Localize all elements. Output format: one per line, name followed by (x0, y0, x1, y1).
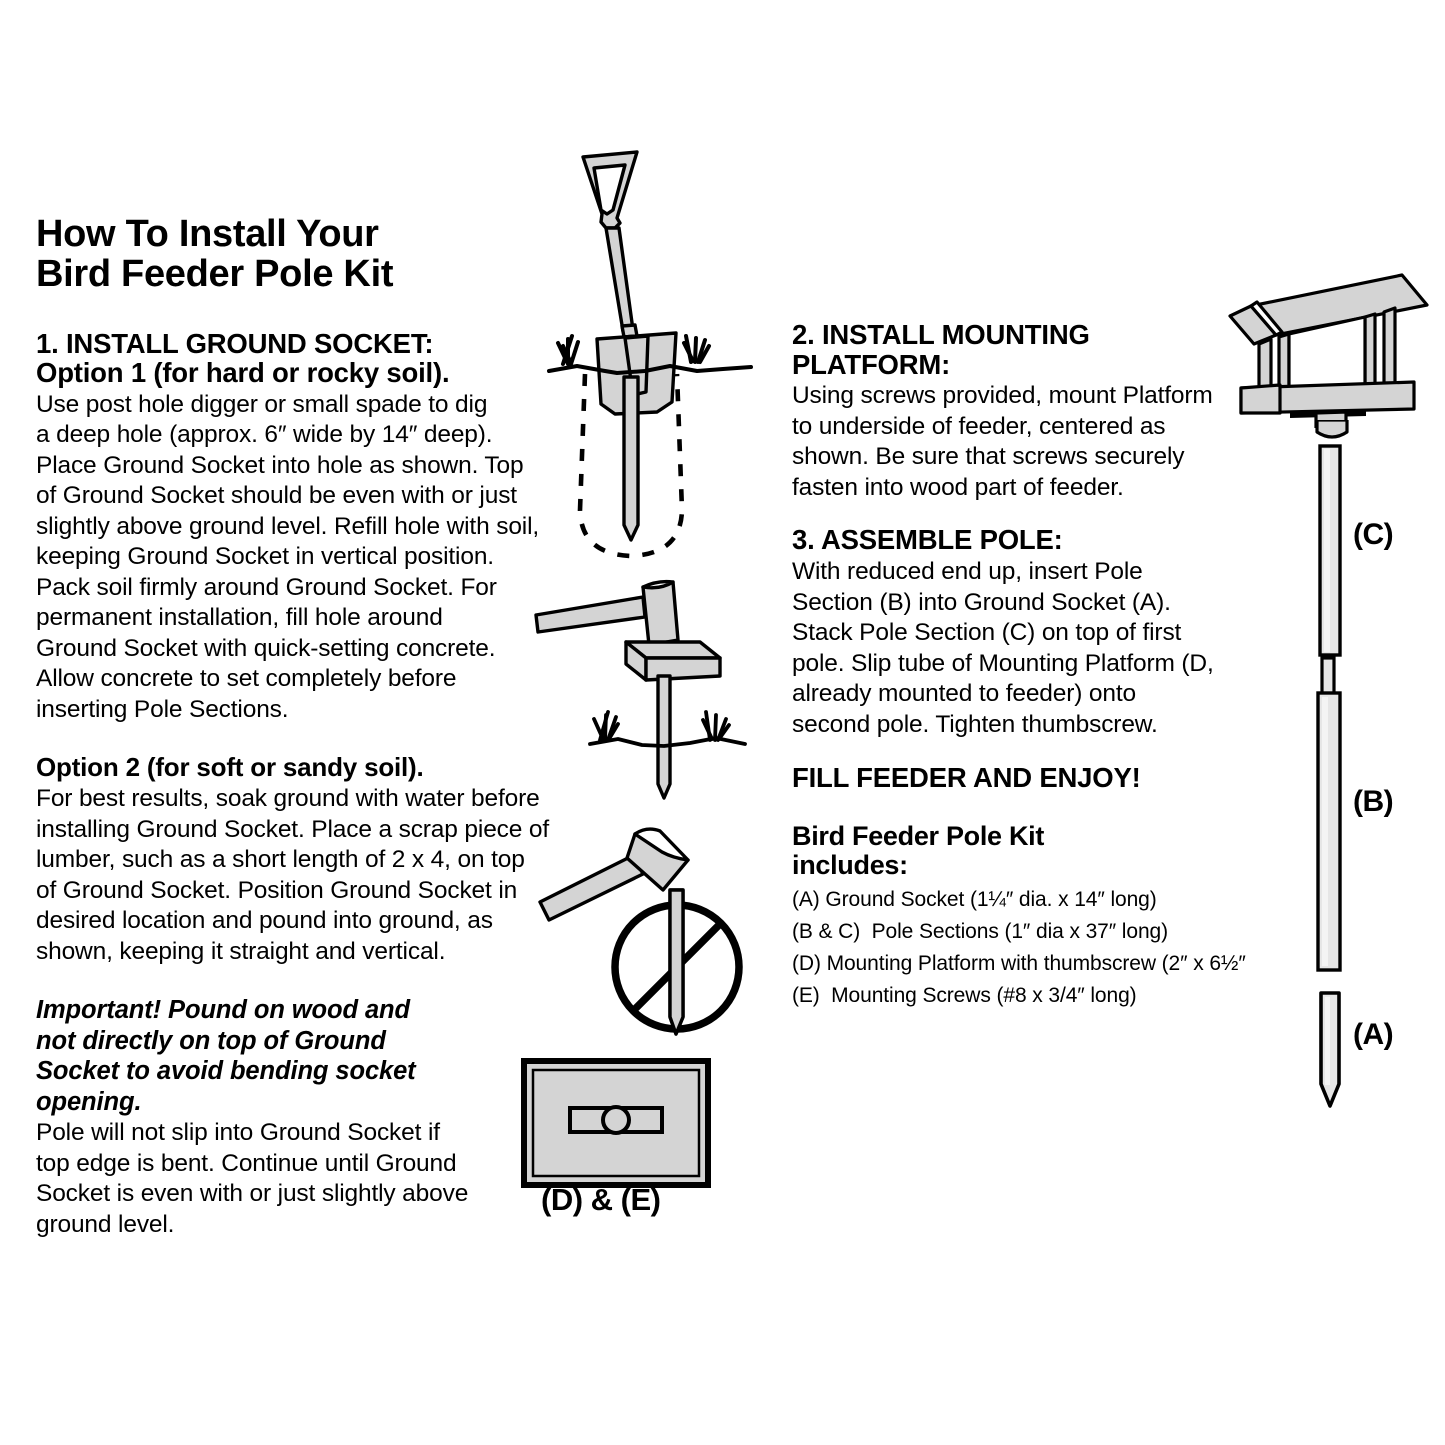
list-item: (D) Mounting Platform with thumbscrew (2″ x 6½″ (792, 952, 1246, 976)
important-line: opening. (36, 1087, 142, 1116)
pole-section-b-figure (1314, 655, 1344, 973)
body-line: Socket is even with or just slightly above (36, 1180, 469, 1208)
body-line: lumber, such as a short length of 2 x 4, on top (36, 846, 525, 873)
body-line: Allow concrete to set completely before (36, 665, 457, 693)
body-line: second pole. Tighten thumbscrew. (792, 710, 1158, 738)
body-line: of Ground Socket. Position Ground Socket in (36, 876, 518, 904)
list-item: (A) Ground Socket (1¼″ dia. x 14″ long) (792, 888, 1157, 912)
body-line: With reduced end up, insert Pole (792, 558, 1143, 586)
call-to-action: FILL FEEDER AND ENJOY! (792, 762, 1141, 794)
body-line: slightly above ground level. Refill hole with soil, (36, 512, 540, 540)
mounting-platform-label: (D) & (E) (541, 1182, 661, 1217)
body-line: ground level. (36, 1210, 175, 1238)
section-2-heading (792, 320, 1224, 379)
option-2-body (36, 784, 548, 967)
pole-section-c-figure (1317, 443, 1343, 658)
body-line: installing Ground Socket. Place a scrap piece of (36, 815, 550, 843)
option-2-heading: Option 2 (for soft or sandy soil). (36, 752, 424, 783)
body-line: permanent installation, fill hole around (36, 604, 443, 632)
body-line: Ground Socket with quick-setting concrete. (36, 634, 496, 662)
body-line: Place Ground Socket into hole as shown. Top (36, 451, 524, 479)
section-3-body (792, 557, 1224, 740)
body-line: top edge is bent. Continue until Ground (36, 1149, 457, 1177)
body-line: pole. Slip tube of Mounting Platform (D, (792, 649, 1214, 677)
kit-heading-line-2: includes: (792, 850, 908, 881)
important-line: Important! Pound on wood and (36, 996, 410, 1024)
left-text-column (36, 214, 548, 1240)
section-1-heading-line-1: 1. INSTALL GROUND SOCKET: (36, 327, 434, 359)
mounting-platform-figure (521, 1058, 711, 1188)
section-2-body (792, 381, 1224, 503)
important-notice-body (36, 1118, 548, 1240)
body-line: For best results, soak ground with water before (36, 785, 540, 812)
kit-contents-list (792, 884, 1246, 1012)
body-line: Pack soil firmly around Ground Socket. For (36, 573, 497, 601)
kit-heading-line-1: Bird Feeder Pole Kit (792, 821, 1045, 852)
important-line: Socket to avoid bending socket (36, 1057, 416, 1086)
important-notice-heading (36, 995, 548, 1117)
page-title (36, 214, 548, 295)
mallet-direct-prohibited-figure (530, 812, 760, 1047)
section-1-heading-line-2: Option 1 (for hard or rocky soil). (36, 357, 450, 389)
body-line: inserting Pole Sections. (36, 695, 289, 723)
body-line: Using screws provided, mount Platform (792, 382, 1213, 410)
body-line: to underside of feeder, centered as (792, 412, 1166, 440)
list-item: (E) Mounting Screws (#8 x 3/4″ long) (792, 984, 1137, 1008)
page-title-line-2: Bird Feeder Pole Kit (36, 253, 394, 296)
mounting-tube-collar (1314, 420, 1354, 442)
body-line: already mounted to feeder) onto (792, 680, 1137, 708)
spade-digging-figure (545, 140, 755, 570)
page-title-line-1: How To Install Your (36, 213, 379, 255)
body-line: Pole will not slip into Ground Socket if (36, 1119, 440, 1147)
kit-contents-heading (792, 822, 1224, 880)
right-text-column (792, 319, 1246, 1012)
section-1-body (36, 390, 548, 726)
pole-section-b-label: (B) (1353, 785, 1394, 818)
section-2-heading-line-2: PLATFORM: (792, 348, 951, 380)
section-2-heading-line-1: 2. INSTALL MOUNTING (792, 319, 1090, 350)
body-line: desired location and pound into ground, as (36, 907, 493, 934)
bird-feeder-figure (1218, 258, 1433, 428)
section-1-heading (36, 329, 548, 388)
list-item: (B & C) Pole Sections (1″ dia x 37″ long) (792, 920, 1169, 944)
body-line: of Ground Socket should be even with or just (36, 482, 517, 510)
ground-socket-a-figure (1317, 990, 1343, 1110)
body-line: a deep hole (approx. 6″ wide by 14″ deep). (36, 421, 493, 449)
body-line: keeping Ground Socket in vertical position. (36, 543, 494, 571)
body-line: Use post hole digger or small spade to dig (36, 390, 488, 418)
important-line: not directly on top of Ground (36, 1026, 386, 1055)
pole-section-c-label: (C) (1353, 518, 1394, 551)
body-line: fasten into wood part of feeder. (792, 473, 1124, 501)
body-line: Stack Pole Section (C) on top of first (792, 619, 1182, 647)
mallet-on-block-figure (530, 572, 760, 812)
body-line: Section (B) into Ground Socket (A). (792, 588, 1171, 616)
body-line: shown. Be sure that screws securely (792, 443, 1185, 471)
ground-socket-a-label: (A) (1353, 1018, 1394, 1051)
section-3-heading: 3. ASSEMBLE POLE: (792, 524, 1063, 556)
body-line: shown, keeping it straight and vertical. (36, 937, 446, 965)
